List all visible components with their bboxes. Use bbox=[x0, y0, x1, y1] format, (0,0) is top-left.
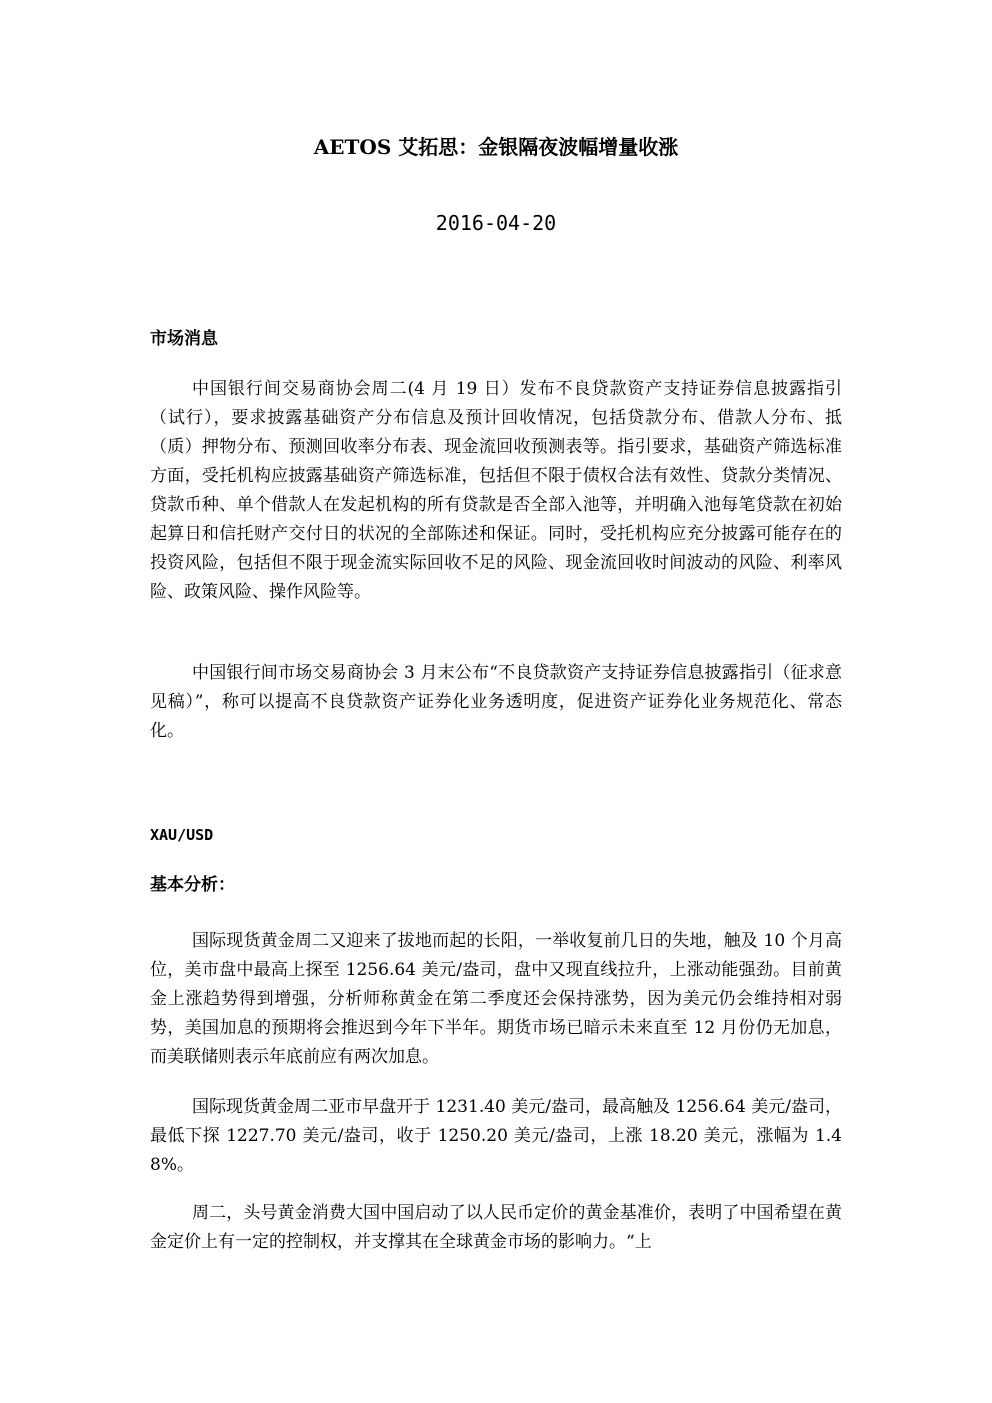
xau-usd-paragraph-2: 国际现货黄金周二亚市早盘开于 1231.40 美元/盎司，最高触及 1256.64 美元/盎司，最低下探 1227.70 美元/盎司，收于 1250.20 美元/盎司，上涨 18.20 美元，涨幅为 1.48%。 bbox=[150, 1097, 842, 1175]
market-news-paragraph-1: 中国银行间交易商协会周二(4 月 19 日）发布不良贷款资产支持证券信息披露指引（试行），要求披露基础资产分布信息及预计回收情况，包括贷款分布、借款人分布、抵（质）押物分布、预测回收率分布表、现金流回收预测表等。指引要求，基础资产筛选标准方面，受托机构应披露基础资产筛选标准，包括但不限于债权合法有效性、贷款分类情况、贷款币种、单个借款人在发起机构的所有贷款是否全部入池等，并明确入池每笔贷款在初始起算日和信托财产交付日的状况的全部陈述和保证。同时，受托机构应充分披露可能存在的投资风险，包括但不限于现金流实际回收不足的风险、现金流回收时间波动的风险、利率风险、政策风险、操作风险等。 bbox=[150, 379, 842, 602]
document-date: 2016-04-20 bbox=[435, 211, 557, 235]
xau-usd-paragraph-3: 周二，头号黄金消费大国中国启动了以人民币定价的黄金基准价，表明了中国希望在黄金定价上有一定的控制权，并支撑其在全球黄金市场的影响力。“上 bbox=[150, 1203, 842, 1252]
section-heading-market-news: 市场消息 bbox=[150, 329, 218, 349]
section-heading-xau-usd: XAU/USD bbox=[150, 826, 214, 844]
market-news-paragraph-2: 中国银行间市场交易商协会 3 月末公布“不良贷款资产支持证券信息披露指引（征求意见稿）”，称可以提高不良贷款资产证券化业务透明度，促进资产证券化业务规范化、常态化。 bbox=[150, 663, 842, 741]
document-title: AETOS 艾拓思：金银隔夜波幅增量收涨 bbox=[313, 135, 679, 159]
xau-usd-paragraph-1: 国际现货黄金周二又迎来了拔地而起的长阳，一举收复前几日的失地，触及 10 个月高位，美市盘中最高上探至 1256.64 美元/盎司，盘中又现直线拉升，上涨动能强劲。目前黄金上涨趋势得到增强，分析师称黄金在第二季度还会保持涨势，因为美元仍会维持相对弱势，美国加息的预期将会推迟到今年下半年。期货市场已暗示未来直至 12 月份仍无加息，而美联储则表示年底前应有两次加息。 bbox=[150, 931, 842, 1067]
section-subheading-fundamental-analysis: 基本分析： bbox=[150, 875, 235, 895]
